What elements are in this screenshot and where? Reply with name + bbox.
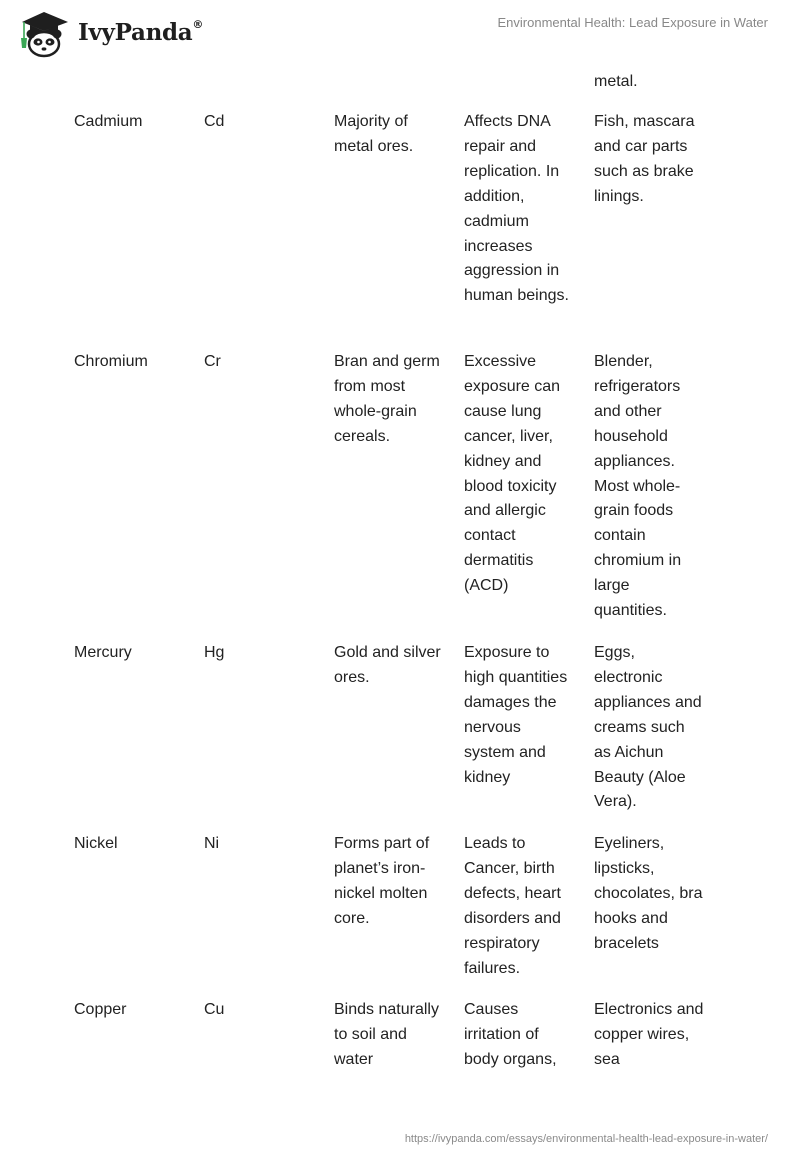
- document-title: Environmental Health: Lead Exposure in Water: [497, 15, 768, 30]
- products-cell-continued: metal.: [594, 73, 638, 90]
- page-header: [0, 0, 800, 64]
- source-cell: Majority of metal ores.: [334, 113, 414, 155]
- ivypanda-logo[interactable]: [14, 8, 203, 58]
- effects-cell: Affects DNA repair and replication. In addition, cadmium increases aggression in human beings.: [464, 113, 569, 305]
- products-cell: Electronics and copper wires, sea: [594, 1001, 704, 1068]
- table-row-cadmium: [0, 110, 800, 350]
- table-row-chromium: [0, 350, 800, 641]
- metal-name-cell: Mercury: [74, 644, 132, 661]
- symbol-cell: Ni: [204, 835, 220, 852]
- brand-text: IvyPanda: [78, 18, 193, 46]
- effects-cell: Causes irritation of body organs,: [464, 1001, 557, 1068]
- metal-name-cell: Cadmium: [74, 113, 143, 130]
- symbol-cell: Cd: [204, 113, 225, 130]
- source-cell: Bran and germ from most whole-grain cereals.: [334, 353, 440, 445]
- effects-cell: Exposure to high quantities damages the nervous system and kidney: [464, 644, 568, 786]
- products-cell: Eggs, electronic appliances and creams such as Aichun Beauty (Aloe Vera).: [594, 644, 702, 811]
- symbol-cell: Hg: [204, 644, 225, 661]
- brand-name: [78, 19, 203, 46]
- metal-name-cell: Copper: [74, 1001, 127, 1018]
- symbol-cell: Cu: [204, 1001, 225, 1018]
- symbol-cell: Cr: [204, 353, 221, 370]
- products-cell: Fish, mascara and car parts such as brake linings.: [594, 113, 695, 205]
- products-cell: Eyeliners, lipsticks, chocolates, bra hooks and bracelets: [594, 835, 703, 952]
- source-cell: Gold and silver ores.: [334, 644, 441, 686]
- source-cell: Binds naturally to soil and water: [334, 1001, 439, 1068]
- panda-graduation-cap-icon: [14, 8, 74, 58]
- source-url-link[interactable]: https://ivypanda.com/essays/environmental-health-lead-exposure-in-water/: [404, 1133, 768, 1145]
- table-row-nickel: [0, 832, 800, 998]
- effects-cell: Leads to Cancer, birth defects, heart disorders and respiratory failures.: [464, 835, 561, 977]
- source-cell: Forms part of planet’s iron-nickel molten core.: [334, 835, 430, 927]
- table-row-copper: [0, 998, 800, 1078]
- table-row-mercury: [0, 641, 800, 832]
- registered-mark: ®: [192, 17, 204, 31]
- products-cell: Blender, refrigerators and other household appliances. Most whole-grain foods contain chromium in large quantities.: [594, 353, 682, 620]
- heavy-metals-table: [0, 70, 800, 1078]
- table-row-continued: [0, 70, 800, 110]
- effects-cell: Excessive exposure can cause lung cancer, liver, kidney and blood toxicity and allergic contact dermatitis (ACD): [464, 353, 561, 595]
- metal-name-cell: Chromium: [74, 353, 148, 370]
- metal-name-cell: Nickel: [74, 835, 118, 852]
